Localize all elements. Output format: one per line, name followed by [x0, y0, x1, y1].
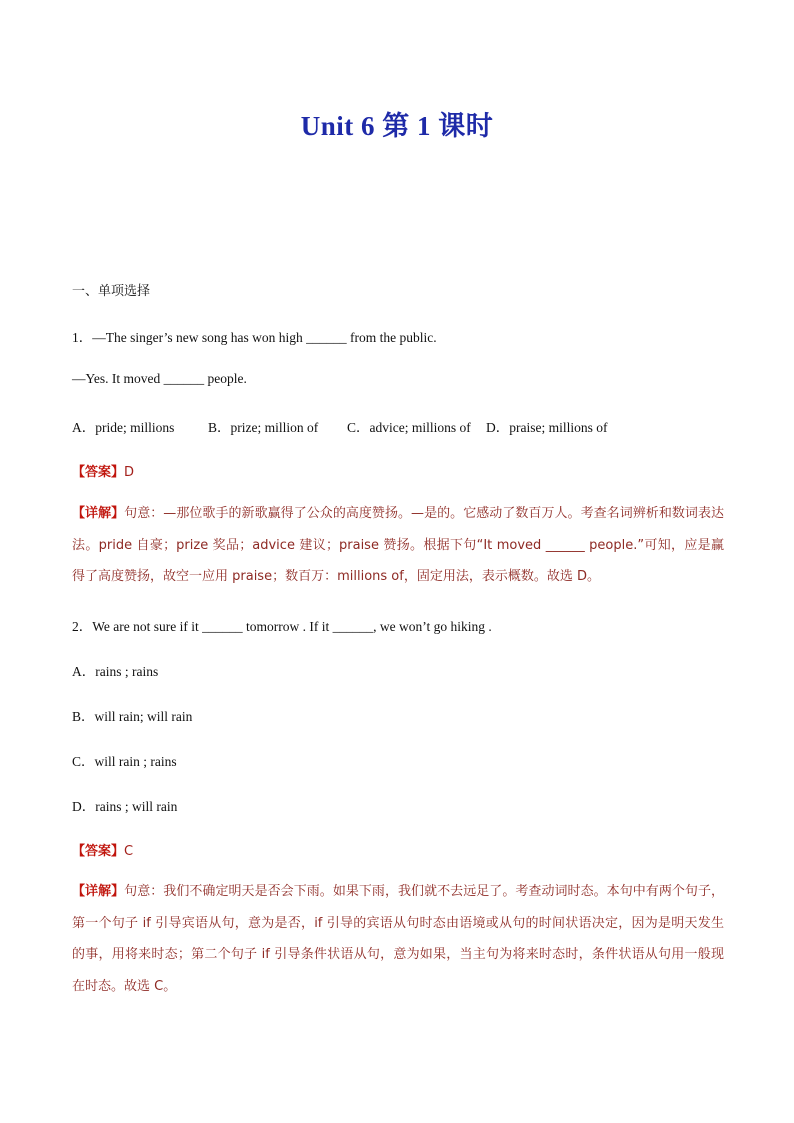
section-heading: 一、单项选择: [72, 284, 151, 299]
question-2-option-a: A．rains ; rains: [72, 664, 159, 679]
question-1-option-d: D．praise; millions of: [486, 420, 608, 435]
question-1-answer: [72, 461, 732, 480]
answer-value: C: [124, 844, 134, 859]
question-2-explanation: [72, 876, 724, 1002]
explanation-text: 句意：—那位歌手的新歌赢得了公众的高度赞扬。—是的。它感动了数百万人。考查名词辨析和数词表达法。pride 自豪；prize 奖品；advice 建议；praise 赞扬。根据下句“It moved ______ people.”可知，应是赢得了高度赞扬，故空一应用 praise；数百万：millions of，固定用法，表示概数。故选 D。: [72, 506, 724, 584]
question-2-option-c: C．will rain ; rains: [72, 754, 177, 769]
answer-value: D: [124, 465, 135, 480]
explanation-tag: 【详解】: [72, 884, 125, 899]
question-1-option-c: C．advice; millions of: [347, 420, 471, 435]
question-2-option-b: B．will rain; will rain: [72, 709, 193, 724]
question-2-option-d: D．rains ; will rain: [72, 799, 178, 814]
question-1-option-a: A．pride; millions: [72, 420, 175, 435]
answer-tag: 【答案】: [72, 844, 125, 859]
question-2-answer: [72, 840, 732, 859]
question-1-stem: 1．—The singer’s new song has won high ______ from the public.: [72, 330, 437, 345]
question-1-reply: —Yes. It moved ______ people.: [72, 371, 247, 386]
question-2-stem: 2．We are not sure if it ______ tomorrow . If it ______, we won’t go hiking .: [72, 619, 492, 634]
explanation-text: 句意：我们不确定明天是否会下雨。如果下雨，我们就不去远足了。考查动词时态。本句中有两个句子，第一个句子 if 引导宾语从句，意为是否，if 引导的宾语从句时态由语境或从句的时间状语决定，因为是明天发生的事，用将来时态；第二个句子 if 引导条件状语从句，意为如果，当主句为将来时态时，条件状语从句用一般现在时态。故选 C。: [72, 884, 724, 994]
question-1-option-b: B．prize; million of: [208, 420, 319, 435]
answer-tag: 【答案】: [72, 465, 125, 480]
explanation-tag: 【详解】: [72, 506, 125, 521]
question-1-options: [72, 416, 732, 436]
question-1-explanation: [72, 498, 724, 593]
page-title: Unit 6 第 1 课时: [300, 111, 494, 141]
